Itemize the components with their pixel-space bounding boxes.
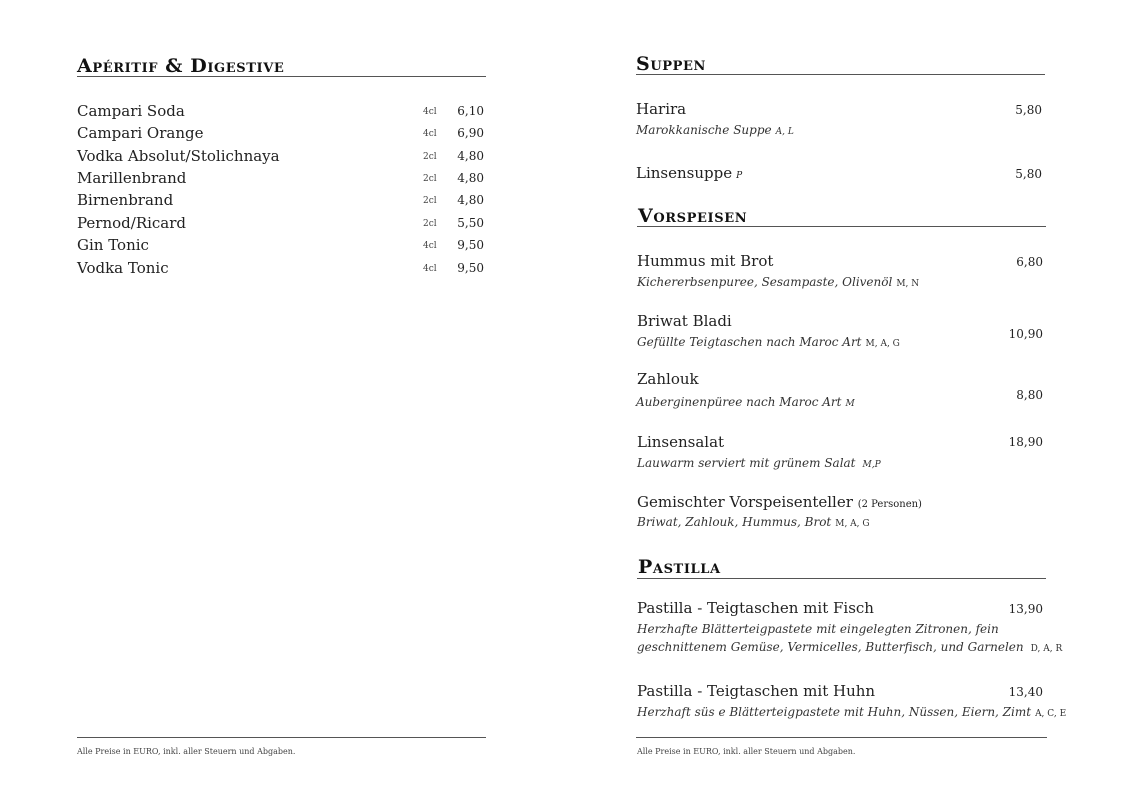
item-price: 10,90 (1008, 327, 1043, 341)
drink-volume: 2cl (423, 174, 437, 184)
drink-volume: 2cl (423, 219, 437, 229)
item-note: (2 Personen) (857, 499, 922, 510)
item-name: Briwat Bladi (637, 312, 732, 330)
item-name: Hummus mit Brot (637, 252, 774, 270)
section-title-aperitif: Apéritif & Digestive (77, 55, 285, 77)
drink-price: 6,90 (457, 126, 484, 140)
drink-price: 9,50 (457, 261, 484, 275)
section-rule (637, 226, 1046, 227)
item-description: Gefüllte Teigtaschen nach Maroc Art M, A, G (637, 335, 900, 349)
menu-item (636, 100, 1042, 140)
item-description: Herzhaft süs e Blätterteigpastete mit Huhn, Nüssen, Eiern, Zimt A, C, E (637, 705, 1067, 719)
drink-price: 4,80 (457, 193, 484, 207)
menu-item (636, 164, 1042, 186)
menu-item (637, 433, 1043, 473)
section-title-pastilla: Pastilla (638, 556, 721, 578)
menu-item (637, 682, 1067, 722)
item-description: geschnittenem Gemüse, Vermicelles, Butterfisch, und Garnelen D, A, R (637, 640, 1063, 654)
drink-volume: 2cl (423, 196, 437, 206)
item-price: 13,90 (1008, 602, 1043, 616)
drink-volume: 2cl (423, 152, 437, 162)
item-price: 5,80 (1015, 167, 1042, 181)
allergen-codes: A, C, E (1035, 709, 1067, 719)
menu-item (637, 370, 1043, 410)
section-rule (77, 76, 486, 77)
allergen-codes: M, A, G (835, 519, 870, 529)
allergen-codes: M, N (896, 279, 920, 289)
drink-row (77, 191, 484, 213)
item-name: Linsensuppe P (636, 164, 743, 182)
drink-name: Campari Soda (77, 102, 185, 120)
drink-row (77, 169, 484, 191)
item-description: Briwat, Zahlouk, Hummus, Brot M, A, G (637, 515, 870, 529)
footer-rule (636, 737, 1047, 738)
item-description: Auberginenpüree nach Maroc Art M (636, 395, 855, 409)
item-price: 18,90 (1008, 435, 1043, 449)
section-rule (637, 578, 1046, 579)
drink-name: Birnenbrand (77, 191, 174, 209)
drink-price: 4,80 (457, 171, 484, 185)
drink-name: Vodka Absolut/Stolichnaya (77, 147, 280, 165)
allergen-codes: A, L (775, 127, 794, 137)
menu-item (637, 252, 1043, 292)
item-name: Linsensalat (637, 433, 725, 451)
item-name: Zahlouk (637, 370, 699, 388)
allergen-codes: D, A, R (1030, 644, 1063, 654)
drink-volume: 4cl (423, 129, 437, 139)
section-title-vorspeisen: Vorspeisen (638, 205, 748, 227)
item-description: Marokkanische Suppe A, L (636, 123, 794, 137)
item-description: Kichererbsenpuree, Sesampaste, Olivenöl M, N (637, 275, 920, 289)
footer-rule (77, 737, 486, 738)
menu-item (637, 312, 1043, 352)
price-footnote: Alle Preise in EURO, inkl. aller Steuern und Abgaben. (77, 747, 296, 756)
item-name: Pastilla - Teigtaschen mit Fisch (637, 599, 874, 617)
drink-row (77, 147, 484, 169)
allergen-codes: M, A, G (865, 339, 900, 349)
menu-item (637, 493, 1043, 533)
allergen-codes: M (845, 399, 855, 409)
drink-row (77, 102, 484, 124)
price-footnote: Alle Preise in EURO, inkl. aller Steuern und Abgaben. (637, 747, 856, 756)
drink-name: Pernod/Ricard (77, 214, 187, 232)
drink-name: Gin Tonic (77, 236, 149, 254)
drink-row (77, 236, 484, 258)
drink-price: 6,10 (457, 104, 484, 118)
drink-volume: 4cl (423, 241, 437, 251)
allergen-codes: P (736, 171, 743, 181)
drink-name: Marillenbrand (77, 169, 187, 187)
menu-item (637, 599, 1063, 659)
section-rule (636, 74, 1045, 75)
drink-name: Vodka Tonic (77, 259, 169, 277)
section-title-suppen: Suppen (636, 53, 707, 75)
item-price: 13,40 (1008, 685, 1043, 699)
item-price: 5,80 (1015, 103, 1042, 117)
item-name: Gemischter Vorspeisenteller (2 Personen) (637, 493, 922, 511)
item-description: Lauwarm serviert mit grünem Salat M,P (637, 456, 881, 470)
drink-price: 9,50 (457, 238, 484, 252)
drink-volume: 4cl (423, 107, 437, 117)
item-price: 6,80 (1016, 255, 1043, 269)
drink-volume: 4cl (423, 264, 437, 274)
item-description: Herzhafte Blätterteigpastete mit eingelegten Zitronen, fein (637, 622, 999, 636)
drink-row (77, 259, 484, 281)
drink-price: 4,80 (457, 149, 484, 163)
item-price: 8,80 (1016, 388, 1043, 402)
drink-row (77, 214, 484, 236)
drink-price: 5,50 (457, 216, 484, 230)
item-name: Pastilla - Teigtaschen mit Huhn (637, 682, 876, 700)
item-name: Harira (636, 100, 687, 118)
drink-name: Campari Orange (77, 124, 204, 142)
allergen-codes: M,P (862, 460, 881, 470)
drink-row (77, 124, 484, 146)
